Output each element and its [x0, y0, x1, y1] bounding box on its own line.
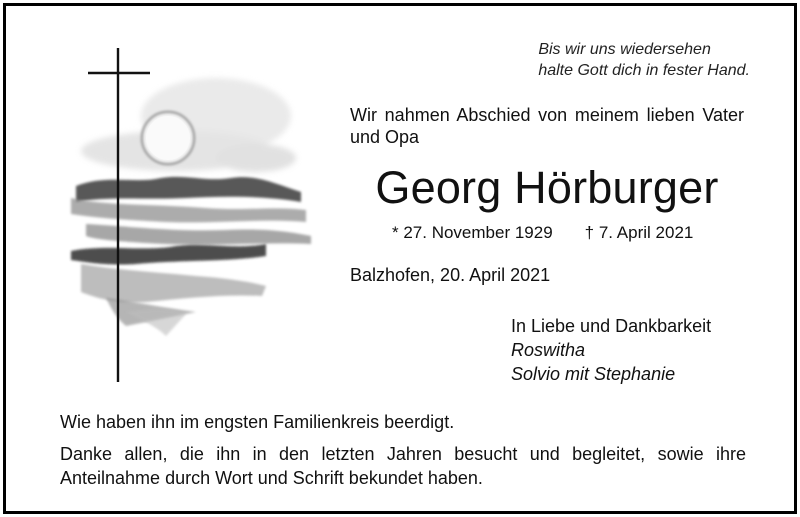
deceased-name: Georg Hörburger [375, 162, 719, 213]
place-and-date: Balzhofen, 20. April 2021 [350, 265, 551, 285]
footer-line-2: Danke allen, die ihn in den letzten Jahren besucht und begleitet, sowie ihre Anteilnahme durch Wort und Schrift bekundet haben. [60, 444, 746, 488]
death-date: † 7. April 2021 [584, 223, 694, 242]
signature-block [511, 314, 711, 386]
signature-name: Roswitha [511, 340, 586, 360]
motto [538, 39, 750, 81]
motto-line-1: Bis wir uns wiedersehen [538, 41, 711, 58]
signature-name: Solvio mit Stephanie [511, 364, 676, 384]
obituary-card [3, 3, 797, 514]
motto-line-2: halte Gott dich in fester Hand. [538, 62, 750, 79]
life-dates [392, 222, 693, 244]
intro-text: Wir nahmen Abschied von meinem lieben Vater und Opa [350, 105, 744, 147]
footer-line-1: Wie haben ihn im engsten Familienkreis beerdigt. [60, 412, 455, 432]
landscape-icon [71, 177, 311, 336]
sun-icon [142, 112, 194, 164]
signature-closing: In Liebe und Dankbarkeit [511, 316, 712, 336]
memorial-illustration [66, 46, 316, 386]
footer-text [60, 410, 746, 490]
birth-date: * 27. November 1929 [392, 223, 553, 242]
